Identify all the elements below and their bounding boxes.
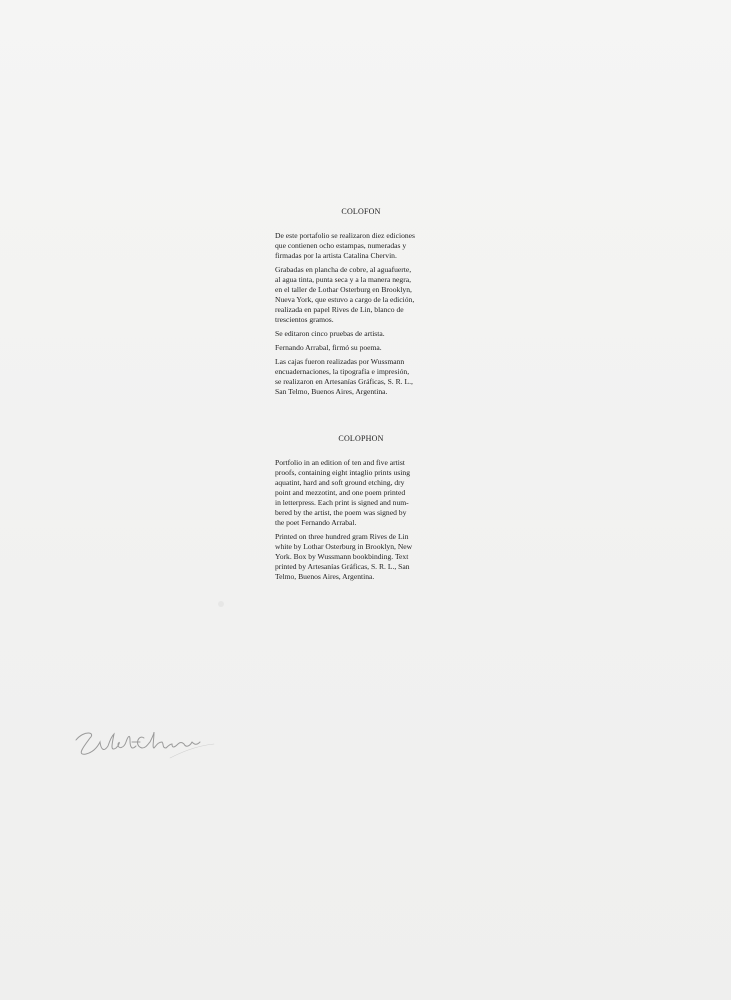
colophon-paragraph: Portfolio in an edition of ten and five artist proofs, containing eight intaglio prints using aquatint, hard and soft ground etching, dry point and mezzotint, and one poem printed in letterpress. Each print is signed and num- bered by the artist, the poem was signed by the poet Fernando Arrabal. — [275, 458, 410, 527]
signature-scribble — [74, 726, 216, 760]
colofon-paragraph: Grabadas en plancha de cobre, al aguafuerte, al agua tinta, punta seca y a la manera negra, en el taller de Lothar Osterburg en Brooklyn, Nueva York, que estuvo a cargo de la edición, realizada en papel Rives de Lin, blanco de trescientos gramos. — [275, 265, 415, 324]
colofon-paragraph: Las cajas fueron realizadas por Wussmann encuadernaciones, la tipografía e impresión, se realizaron en Artesanías Gráficas, S. R. L., San Telmo, Buenos Aires, Argentina. — [275, 357, 413, 396]
artist-signature — [74, 726, 216, 760]
colofon-heading: COLOFON — [341, 207, 381, 216]
paper-blemish — [218, 601, 224, 607]
colophon-section — [275, 434, 447, 586]
colophon-heading: COLOPHON — [338, 434, 384, 443]
colofon-paragraph: Se editaron cinco pruebas de artista. — [275, 329, 385, 338]
colofon-section — [275, 207, 447, 401]
colofon-paragraph: Fernando Arrabal, firmó su poema. — [275, 343, 382, 352]
colofon-paragraph: De este portafolio se realizaron diez ediciones que contienen ocho estampas, numeradas y firmadas por la artista Catalina Chervin. — [275, 231, 415, 260]
colophon-paragraph: Printed on three hundred gram Rives de Lin white by Lothar Osterburg in Brooklyn, New York. Box by Wussmann bookbinding. Text printed by Artesanías Gráficas, S. R. L., San Telmo, Buenos Aires, Argentina. — [275, 532, 413, 581]
